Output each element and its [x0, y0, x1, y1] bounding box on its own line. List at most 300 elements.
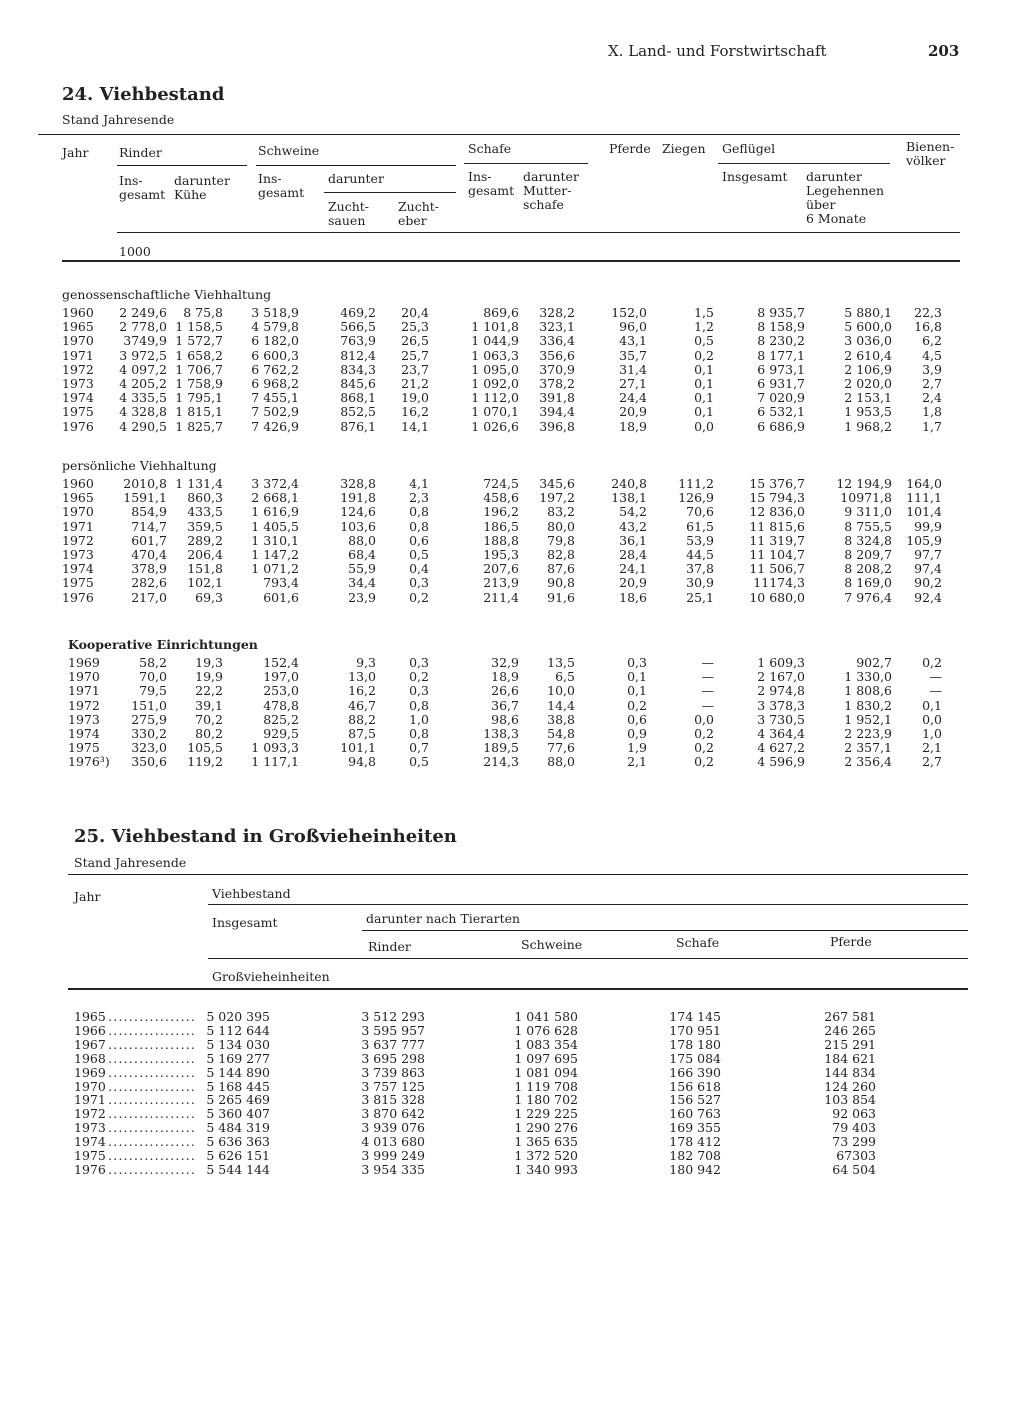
cell-rinder-kuehe: 1 825,7: [175, 418, 223, 434]
cell-jahr: 1976: [62, 418, 94, 434]
cell25-jahr: 1970: [74, 1078, 106, 1094]
cell-rinder-ins: 79,5: [139, 683, 167, 699]
cell-zuchtsauen: 16,2: [348, 683, 376, 699]
cell25-schafe: 170 951: [669, 1022, 721, 1038]
cell-zuchteber: 26,5: [401, 333, 429, 349]
cell-pferde: 0,3: [627, 655, 647, 670]
cell-rinder-kuehe: 1 572,7: [175, 333, 223, 349]
col25-viehbestand: Viehbestand: [212, 886, 291, 901]
unit-label: 1000: [119, 244, 151, 259]
cell-ziegen: 0,2: [694, 754, 714, 770]
cell-zuchteber: 0,8: [409, 504, 429, 520]
cell-bienen: 99,9: [914, 518, 942, 534]
cell-jahr: 1975: [62, 575, 94, 591]
cell-bienen: 16,8: [914, 319, 942, 335]
cell-mutterschafe: 80,0: [547, 518, 575, 534]
col-gefluegel: Geflügel: [722, 141, 776, 156]
cell-gefluegel-ins: 11 815,6: [749, 518, 805, 534]
cell25-rinder: 3 870 642: [361, 1106, 425, 1122]
cell-zuchteber: 0,8: [409, 697, 429, 713]
cell25-schafe: 156 527: [669, 1092, 721, 1108]
cell-bienen: 0,0: [922, 711, 942, 727]
cell-zuchteber: 0,3: [409, 683, 429, 699]
table-25-subtitle: Stand Jahresende: [74, 855, 187, 870]
col-rinder-kuehe: darunter Kühe: [174, 173, 230, 202]
cell25-pferde: 73 299: [832, 1134, 876, 1150]
cell-ziegen: 0,2: [694, 740, 714, 756]
table-25-top-rule: [68, 874, 968, 875]
cell-ziegen: 0,0: [694, 711, 714, 727]
col25-insgesamt: Insgesamt: [212, 915, 278, 930]
cell-bienen: 92,4: [914, 589, 942, 605]
col-mutterschafe: darunter Mutter- schafe: [523, 169, 579, 212]
cell-pferde: 240,8: [611, 476, 647, 491]
leader-dots: ․․․․․․․․․․․․․․․․․: [108, 1022, 196, 1038]
cell-schweine-ins: 7 426,9: [251, 418, 299, 434]
cell-pferde: 0,2: [627, 697, 647, 713]
cell-zuchteber: 0,8: [409, 726, 429, 741]
cell25-schafe: 175 084: [669, 1050, 721, 1066]
cell25-jahr: 1974: [74, 1134, 106, 1150]
cell-schafe-ins: 213,9: [483, 575, 519, 591]
cell-rinder-kuehe: 8 75,8: [183, 305, 223, 320]
cell-zuchtsauen: 87,5: [348, 726, 376, 741]
cell-jahr: 1972: [68, 697, 100, 713]
cell25-schweine: 1 083 354: [514, 1036, 578, 1052]
col-rinder-ins: Ins- gesamt: [119, 173, 166, 202]
cell-bienen: 22,3: [914, 305, 942, 320]
cell-schafe-ins: 32,9: [491, 655, 519, 670]
cell-mutterschafe: 77,6: [547, 740, 575, 756]
cell-jahr: 1974: [68, 726, 100, 741]
cell-gefluegel-ins: 11174,3: [753, 575, 805, 591]
cell-mutterschafe: 370,9: [539, 361, 575, 377]
cell-jahr: 1971: [68, 683, 100, 699]
cell-jahr: 1976³): [68, 754, 110, 770]
cell-pferde: 1,9: [627, 740, 647, 756]
cell-gefluegel-ins: 15 376,7: [749, 476, 805, 491]
col25-rinder: Rinder: [368, 939, 411, 954]
cell-rinder-ins: 4 097,2: [119, 361, 167, 377]
cell-ziegen: 37,8: [686, 561, 714, 577]
cell-bienen: 1,7: [922, 418, 942, 434]
cell-gefluegel-ins: 1 609,3: [757, 655, 805, 670]
cell25-schweine: 1 076 628: [514, 1022, 578, 1038]
table-25-header-rule: [68, 988, 968, 990]
cell-rinder-kuehe: 80,2: [195, 726, 223, 741]
leader-dots: ․․․․․․․․․․․․․․․․․: [108, 1064, 196, 1080]
cell-legehennen: 5 880,1: [844, 305, 892, 320]
cell-ziegen: —: [701, 655, 714, 670]
cell-legehennen: 2 153,1: [844, 390, 892, 406]
cell-schafe-ins: 186,5: [483, 518, 519, 534]
cell25-pferde: 92 063: [832, 1106, 876, 1122]
cell-schweine-ins: 6 182,0: [251, 333, 299, 349]
cell-legehennen: 8 324,8: [844, 532, 892, 548]
cell25-insgesamt: 5 265 469: [206, 1092, 270, 1108]
cell-schweine-ins: 478,8: [263, 697, 299, 713]
table-25-title: 25. Viehbestand in Großvieheinheiten: [74, 826, 457, 847]
cell-zuchtsauen: 191,8: [340, 490, 376, 506]
cell-zuchteber: 1,0: [409, 711, 429, 727]
cell-bienen: 4,5: [922, 347, 942, 363]
cell-mutterschafe: 38,8: [547, 711, 575, 727]
table-24-header-rule: [62, 260, 960, 262]
cell-legehennen: 1 952,1: [844, 711, 892, 727]
cell25-schweine: 1 180 702: [514, 1092, 578, 1108]
cell-legehennen: 8 208,2: [844, 561, 892, 577]
cell-legehennen: 2 357,1: [844, 740, 892, 756]
cell-legehennen: 3 036,0: [844, 333, 892, 349]
cell-jahr: 1972: [62, 532, 94, 548]
cell-rinder-ins: 70,0: [139, 669, 167, 685]
cell25-schweine: 1 229 225: [514, 1106, 578, 1122]
rule25-darunter: [362, 930, 968, 931]
leader-dots: ․․․․․․․․․․․․․․․․․: [108, 1134, 196, 1150]
cell-zuchteber: 20,4: [401, 305, 429, 320]
cell25-schafe: 156 618: [669, 1078, 721, 1094]
cell-schafe-ins: 1 092,0: [471, 376, 519, 391]
cell-schweine-ins: 3 372,4: [251, 476, 299, 491]
cell25-schafe: 166 390: [669, 1064, 721, 1080]
cell25-rinder: 3 954 335: [361, 1161, 425, 1177]
cell25-insgesamt: 5 484 319: [206, 1120, 270, 1136]
cell-jahr: 1965: [62, 490, 94, 506]
leader-dots: ․․․․․․․․․․․․․․․․․: [108, 1092, 196, 1108]
cell-jahr: 1960: [62, 305, 94, 320]
cell-rinder-kuehe: 1 815,1: [175, 404, 223, 420]
cell-zuchteber: 0,6: [409, 532, 429, 548]
cell-bienen: 2,4: [922, 390, 942, 406]
cell-rinder-kuehe: 119,2: [187, 754, 223, 770]
cell25-pferde: 67303: [836, 1148, 876, 1163]
col25-schweine: Schweine: [521, 937, 583, 952]
col-pferde: Pferde: [609, 141, 651, 156]
cell-rinder-ins: 330,2: [131, 726, 167, 741]
cell-rinder-ins: 275,9: [131, 711, 167, 727]
col-zuchteber: Zucht- eber: [398, 199, 440, 228]
cell-mutterschafe: 356,6: [539, 347, 575, 363]
cell25-rinder: 3 695 298: [361, 1050, 425, 1066]
cell-gefluegel-ins: 10 680,0: [749, 589, 805, 605]
cell-rinder-kuehe: 22,2: [195, 683, 223, 699]
cell-zuchteber: 0,7: [409, 740, 429, 756]
cell-zuchtsauen: 469,2: [340, 305, 376, 320]
cell-pferde: 2,1: [627, 754, 647, 770]
cell-ziegen: 0,1: [694, 361, 714, 377]
cell25-schweine: 1 365 635: [514, 1134, 578, 1150]
cell25-jahr: 1966: [74, 1022, 106, 1038]
cell-pferde: 20,9: [619, 404, 647, 420]
table-24-subtitle: Stand Jahresende: [62, 112, 175, 127]
cell25-pferde: 124 260: [824, 1078, 876, 1094]
cell-legehennen: 2 356,4: [844, 754, 892, 770]
cell-gefluegel-ins: 6 931,7: [757, 376, 805, 391]
cell-zuchteber: 2,3: [409, 490, 429, 506]
cell-pferde: 138,1: [611, 490, 647, 506]
cell-rinder-ins: 2 249,6: [119, 305, 167, 320]
cell-pferde: 35,7: [619, 347, 647, 363]
cell-ziegen: 0,0: [694, 418, 714, 434]
cell25-insgesamt: 5 636 363: [206, 1134, 270, 1150]
rule-schweine-darunter: [324, 192, 456, 193]
cell-rinder-kuehe: 1 131,4: [175, 476, 223, 491]
cell-jahr: 1973: [62, 376, 94, 391]
leader-dots: ․․․․․․․․․․․․․․․․․: [108, 1078, 196, 1094]
col-legehennen: darunter Legehennen über 6 Monate: [806, 169, 885, 226]
cell-legehennen: 8 209,7: [844, 547, 892, 562]
cell-ziegen: 0,2: [694, 726, 714, 741]
cell-zuchteber: 23,7: [401, 361, 429, 377]
cell-zuchtsauen: 88,0: [348, 532, 376, 548]
cell-zuchteber: 0,8: [409, 518, 429, 534]
cell-ziegen: —: [701, 669, 714, 685]
cell-bienen: 164,0: [906, 476, 942, 491]
cell25-rinder: 3 815 328: [361, 1092, 425, 1108]
cell-schafe-ins: 1 026,6: [471, 418, 519, 434]
cell25-insgesamt: 5 168 445: [206, 1078, 270, 1094]
cell25-schafe: 180 942: [669, 1161, 721, 1177]
cell25-jahr: 1971: [74, 1092, 106, 1108]
cell-zuchtsauen: 876,1: [340, 418, 376, 434]
cell-mutterschafe: 79,8: [547, 532, 575, 548]
cell25-insgesamt: 5 144 890: [206, 1064, 270, 1080]
running-header: X. Land- und Forstwirtschaft: [608, 42, 827, 60]
cell-rinder-ins: 323,0: [131, 740, 167, 756]
cell-legehennen: 1 330,0: [844, 669, 892, 685]
cell-zuchtsauen: 34,4: [348, 575, 376, 591]
cell25-rinder: 3 999 249: [361, 1148, 425, 1163]
cell25-pferde: 103 854: [824, 1092, 876, 1108]
cell-schweine-ins: 825,2: [263, 711, 299, 727]
cell-bienen: 97,4: [914, 561, 942, 577]
cell-zuchtsauen: 566,5: [340, 319, 376, 335]
cell-bienen: 111,1: [906, 490, 942, 506]
cell-rinder-ins: 4 205,2: [119, 376, 167, 391]
cell-pferde: 36,1: [619, 532, 647, 548]
cell-pferde: 28,4: [619, 547, 647, 562]
cell-rinder-kuehe: 1 795,1: [175, 390, 223, 406]
cell-schweine-ins: 7 455,1: [251, 390, 299, 406]
cell25-schafe: 174 145: [669, 1009, 721, 1024]
leader-dots: ․․․․․․․․․․․․․․․․․: [108, 1009, 196, 1024]
cell-mutterschafe: 378,2: [539, 376, 575, 391]
cell-schweine-ins: 1 093,3: [251, 740, 299, 756]
cell-zuchtsauen: 101,1: [340, 740, 376, 756]
col-rinder: Rinder: [119, 145, 162, 160]
cell-jahr: 1972: [62, 361, 94, 377]
cell25-insgesamt: 5 544 144: [206, 1161, 270, 1177]
cell-jahr: 1969: [68, 655, 100, 670]
cell-schweine-ins: 1 616,9: [251, 504, 299, 520]
cell-jahr: 1971: [62, 518, 94, 534]
page-number: 203: [928, 42, 960, 60]
cell-bienen: 2,7: [922, 754, 942, 770]
cell25-jahr: 1972: [74, 1106, 106, 1122]
cell-legehennen: 2 610,4: [844, 347, 892, 363]
cell-gefluegel-ins: 6 686,9: [757, 418, 805, 434]
col-schweine-ins: Ins- gesamt: [258, 171, 305, 200]
rule25-viehbestand: [208, 904, 968, 905]
cell-zuchteber: 4,1: [409, 476, 429, 491]
cell-ziegen: —: [701, 683, 714, 699]
cell-pferde: 20,9: [619, 575, 647, 591]
cell-legehennen: 1 953,5: [844, 404, 892, 420]
cell25-jahr: 1967: [74, 1036, 106, 1052]
cell-jahr: 1971: [62, 347, 94, 363]
cell-rinder-ins: 4 335,5: [119, 390, 167, 406]
cell-schafe-ins: 214,3: [483, 754, 519, 770]
cell-rinder-ins: 2 778,0: [119, 319, 167, 335]
leader-dots: ․․․․․․․․․․․․․․․․․: [108, 1161, 196, 1177]
cell-bienen: 105,9: [906, 532, 942, 548]
cell-zuchteber: 0,3: [409, 575, 429, 591]
rule-schweine: [256, 165, 456, 166]
cell-ziegen: 30,9: [686, 575, 714, 591]
cell-rinder-ins: 2010,8: [123, 476, 167, 491]
col-jahr: Jahr: [62, 145, 89, 160]
leader-dots: ․․․․․․․․․․․․․․․․․: [108, 1120, 196, 1136]
cell-gefluegel-ins: 2 974,8: [757, 683, 805, 699]
cell-legehennen: 12 194,9: [836, 476, 892, 491]
col25-unit: Großvieheinheiten: [212, 969, 330, 984]
cell-schweine-ins: 1 147,2: [251, 547, 299, 562]
cell-pferde: 18,6: [619, 589, 647, 605]
cell-schafe-ins: 18,9: [491, 669, 519, 685]
cell-schweine-ins: 929,5: [263, 726, 299, 741]
cell-gefluegel-ins: 3 378,3: [757, 697, 805, 713]
cell-zuchtsauen: 55,9: [348, 561, 376, 577]
cell-rinder-kuehe: 70,2: [195, 711, 223, 727]
cell-rinder-ins: 3 972,5: [119, 347, 167, 363]
cell-rinder-kuehe: 860,3: [187, 490, 223, 506]
cell-gefluegel-ins: 4 627,2: [757, 740, 805, 756]
cell-schafe-ins: 1 070,1: [471, 404, 519, 420]
cell-zuchtsauen: 328,8: [340, 476, 376, 491]
cell-rinder-ins: 217,0: [131, 589, 167, 605]
cell-zuchteber: 0,5: [409, 754, 429, 770]
cell-mutterschafe: 10,0: [547, 683, 575, 699]
rule-gefluegel: [718, 163, 890, 164]
cell-bienen: —: [929, 669, 942, 685]
cell-mutterschafe: 82,8: [547, 547, 575, 562]
cell25-schweine: 1 081 094: [514, 1064, 578, 1080]
cell-gefluegel-ins: 7 020,9: [757, 390, 805, 406]
cell-bienen: 6,2: [922, 333, 942, 349]
cell-mutterschafe: 323,1: [539, 319, 575, 335]
cell-pferde: 31,4: [619, 361, 647, 377]
cell-schafe-ins: 1 101,8: [471, 319, 519, 335]
cell-legehennen: 2 106,9: [844, 361, 892, 377]
cell-bienen: 97,7: [914, 547, 942, 562]
cell-zuchtsauen: 23,9: [348, 589, 376, 605]
cell-bienen: 0,2: [922, 655, 942, 670]
cell-pferde: 0,6: [627, 711, 647, 727]
cell-jahr: 1975: [62, 404, 94, 420]
cell-rinder-kuehe: 289,2: [187, 532, 223, 548]
cell-schafe-ins: 189,5: [483, 740, 519, 756]
cell-zuchtsauen: 812,4: [340, 347, 376, 363]
cell-ziegen: 0,5: [694, 333, 714, 349]
cell-schweine-ins: 1 071,2: [251, 561, 299, 577]
cell-schafe-ins: 188,8: [483, 532, 519, 548]
cell-schafe-ins: 724,5: [483, 476, 519, 491]
cell-schweine-ins: 3 518,9: [251, 305, 299, 320]
cell-legehennen: 902,7: [856, 655, 892, 670]
cell25-schweine: 1 290 276: [514, 1120, 578, 1136]
cell-mutterschafe: 90,8: [547, 575, 575, 591]
cell-gefluegel-ins: 12 836,0: [749, 504, 805, 520]
cell-bienen: 101,4: [906, 504, 942, 520]
leader-dots: ․․․․․․․․․․․․․․․․․: [108, 1106, 196, 1122]
cell-mutterschafe: 197,2: [539, 490, 575, 506]
cell25-schweine: 1 097 695: [514, 1050, 578, 1066]
cell-schweine-ins: 1 310,1: [251, 532, 299, 548]
cell25-pferde: 246 265: [824, 1022, 876, 1038]
cell-rinder-ins: 854,9: [131, 504, 167, 520]
cell-pferde: 27,1: [619, 376, 647, 391]
cell-ziegen: 0,1: [694, 390, 714, 406]
cell-zuchteber: 0,2: [409, 669, 429, 685]
cell-gefluegel-ins: 15 794,3: [749, 490, 805, 506]
cell-ziegen: 0,1: [694, 404, 714, 420]
cell25-schweine: 1 041 580: [514, 1009, 578, 1024]
cell-zuchtsauen: 763,9: [340, 333, 376, 349]
cell-zuchtsauen: 868,1: [340, 390, 376, 406]
cell-jahr: 1974: [62, 390, 94, 406]
section-label: Kooperative Einrichtungen: [68, 637, 258, 652]
cell-legehennen: 5 600,0: [844, 319, 892, 335]
cell-rinder-kuehe: 102,1: [187, 575, 223, 591]
cell25-rinder: 4 013 680: [361, 1134, 425, 1150]
cell25-schweine: 1 372 520: [514, 1148, 578, 1163]
cell-schafe-ins: 207,6: [483, 561, 519, 577]
cell-zuchtsauen: 68,4: [348, 547, 376, 562]
cell-mutterschafe: 91,6: [547, 589, 575, 605]
cell-mutterschafe: 396,8: [539, 418, 575, 434]
cell-zuchteber: 21,2: [401, 376, 429, 391]
cell-rinder-kuehe: 69,3: [195, 589, 223, 605]
cell-schweine-ins: 6 762,2: [251, 361, 299, 377]
cell-rinder-kuehe: 1 758,9: [175, 376, 223, 391]
cell-mutterschafe: 394,4: [539, 404, 575, 420]
cell-bienen: 2,7: [922, 376, 942, 391]
cell-ziegen: 44,5: [686, 547, 714, 562]
cell25-schafe: 169 355: [669, 1120, 721, 1136]
col25-pferde: Pferde: [830, 934, 872, 949]
table-24-top-rule: [38, 134, 960, 135]
cell-schafe-ins: 1 112,0: [471, 390, 519, 406]
cell-mutterschafe: 87,6: [547, 561, 575, 577]
cell-ziegen: 70,6: [686, 504, 714, 520]
col25-jahr: Jahr: [74, 889, 101, 904]
cell25-insgesamt: 5 360 407: [206, 1106, 270, 1122]
cell25-schafe: 182 708: [669, 1148, 721, 1163]
cell-legehennen: 1 808,6: [844, 683, 892, 699]
cell25-pferde: 267 581: [824, 1009, 876, 1024]
cell-mutterschafe: 391,8: [539, 390, 575, 406]
cell-pferde: 0,1: [627, 683, 647, 699]
cell-schweine-ins: 1 405,5: [251, 518, 299, 534]
cell-zuchteber: 16,2: [401, 404, 429, 420]
col-schafe: Schafe: [468, 141, 512, 156]
cell-schweine-ins: 4 579,8: [251, 319, 299, 335]
cell-schafe-ins: 1 063,3: [471, 347, 519, 363]
cell-mutterschafe: 345,6: [539, 476, 575, 491]
cell-bienen: 1,0: [922, 726, 942, 741]
cell-rinder-kuehe: 151,8: [187, 561, 223, 577]
cell-jahr: 1970: [62, 333, 94, 349]
